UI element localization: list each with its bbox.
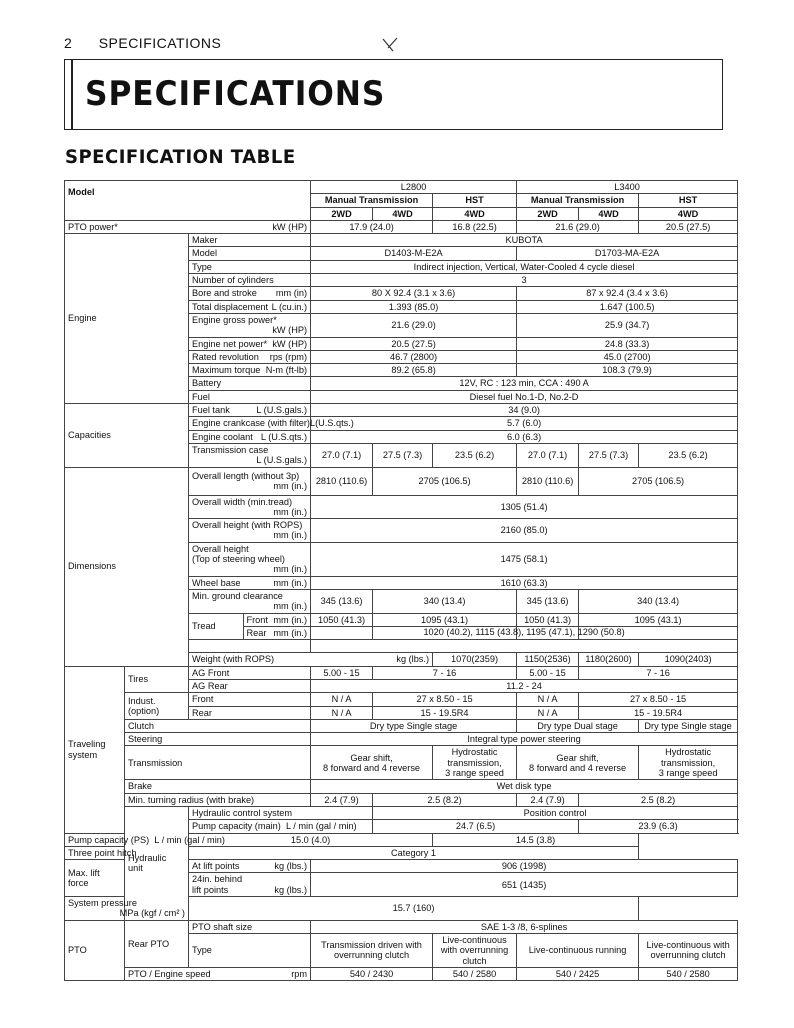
table-row [65, 181, 738, 194]
table-cell: 345 (13.6) [517, 589, 579, 613]
cell-text: (option) [128, 706, 160, 717]
table-cell: 1150(2536) [517, 653, 579, 666]
table-cell: N / A [517, 693, 579, 706]
table-cell: 1090(2403) [639, 653, 738, 666]
table-cell: 27 x 8.50 - 15 [373, 693, 517, 706]
table-cell: 1.393 (85.0) [311, 300, 517, 313]
spec-table [64, 180, 738, 981]
table-cell: 17.9 (24.0) [311, 220, 433, 233]
table-cell [189, 300, 311, 313]
table-cell: 5.00 - 15 [311, 666, 373, 679]
table-cell: 27.5 (7.3) [579, 443, 639, 467]
table-cell [311, 933, 433, 967]
table-cell: 20.5 (27.5) [311, 337, 517, 350]
table-cell: Rear [189, 706, 311, 719]
cell-text: Gear shift, [556, 752, 599, 763]
table-cell [433, 746, 517, 780]
table-cell: Indirect injection, Vertical, Water-Cooled 4 cycle diesel [311, 260, 738, 273]
table-cell: N / A [517, 706, 579, 719]
table-cell: 5.00 - 15 [517, 666, 579, 679]
table-row [65, 666, 738, 679]
table-cell: 45.0 (2700) [517, 350, 738, 363]
cell-text: Wheel base [192, 577, 241, 588]
table-cell [433, 933, 517, 967]
table-cell [65, 833, 225, 846]
table-cell [639, 933, 738, 967]
table-cell: 651 (1435) [311, 873, 738, 897]
table-cell: Steering [125, 733, 311, 746]
table-cell [189, 820, 373, 833]
table-cell: 23.5 (6.2) [639, 443, 738, 467]
table-row [65, 467, 738, 495]
table-cell: 2.4 (7.9) [311, 793, 373, 806]
table-cell: Model [189, 247, 311, 260]
cell-text: 3 range speed [445, 768, 504, 779]
cell-text: mm (in) [275, 288, 308, 299]
cell-text: Front [246, 614, 268, 625]
table-cell [189, 467, 311, 495]
table-cell: 15 - 19.5R4 [579, 706, 738, 719]
cell-text: L (U.S.qts.) [260, 431, 308, 442]
cell-text: Engine net power* [192, 338, 268, 349]
cell-text: Indust. [128, 695, 156, 706]
model-l2800: L2800 [311, 181, 517, 194]
cell-text: Transmission driven with [321, 940, 422, 951]
table-cell [125, 967, 311, 980]
table-cell: 1095 (43.1) [579, 613, 738, 640]
pto-group: PTO [65, 920, 125, 980]
table-cell [189, 495, 311, 519]
cell-text: (Top of steering wheel) [192, 554, 285, 565]
table-row [65, 806, 738, 819]
cell-text: overrunning clutch [650, 950, 726, 961]
table-cell: Tires [125, 666, 189, 693]
table-cell [189, 443, 311, 467]
cell-text: Hydrostatic [665, 747, 712, 758]
cell-text: Hydraulic [128, 852, 167, 863]
table-cell: 1475 (58.1) [311, 542, 738, 576]
cell-text: Weight (with ROPS) [192, 654, 275, 665]
table-cell: Hydraulic control system [189, 806, 373, 819]
table-row [65, 833, 738, 846]
table-cell: 540 / 2425 [517, 967, 639, 980]
cell-text: L / min (gal / min) [285, 821, 357, 832]
cell-text: mm (in.) [273, 564, 308, 575]
cell-text: Total displacement [192, 301, 269, 312]
cell-text: N-m (ft-lb) [265, 365, 308, 376]
table-cell: 27.0 (7.1) [311, 443, 373, 467]
table-cell: 2.4 (7.9) [517, 793, 579, 806]
table-cell: Rear PTO [125, 920, 189, 967]
cell-text: transmission, [661, 757, 716, 768]
cell-text: Hydrostatic [451, 747, 498, 758]
l2800-hst-4wd: 4WD [433, 207, 517, 220]
table-cell: 1020 (40.2), 1115 (43.8), 1195 (47.1), 1290 (50.8) [311, 626, 738, 639]
cell-text: 8 forward and 4 reverse [323, 762, 421, 773]
cell-text: lift points [192, 884, 229, 895]
table-cell [189, 873, 311, 897]
cell-text: Overall width (min.tread) [192, 496, 293, 507]
cell-text: 3 range speed [658, 768, 718, 779]
table-cell: 80 X 92.4 (3.1 x 3.6) [311, 287, 517, 300]
table-row [65, 404, 738, 417]
table-cell [125, 693, 189, 720]
cell-text: mm (in.) [273, 577, 308, 588]
cell-text: Overall height [192, 543, 249, 554]
l3400-hst-4wd: 4WD [639, 207, 738, 220]
model-l3400: L3400 [517, 181, 738, 194]
cell-text: Bore and stroke [192, 288, 257, 299]
model-label: Model [65, 181, 311, 221]
table-row [65, 967, 738, 980]
table-cell [311, 746, 433, 780]
cell-text: kW (HP) [272, 221, 308, 232]
table-cell: 2705 (106.5) [373, 467, 517, 495]
table-subtitle: SPECIFICATION TABLE [65, 146, 296, 168]
cell-text: L (cu.in.) [271, 301, 308, 312]
table-row [65, 693, 738, 706]
table-row [65, 780, 738, 793]
cell-text: Pump capacity (PS) [68, 834, 150, 845]
table-cell [189, 576, 311, 589]
table-cell: 21.6 (29.0) [517, 220, 639, 233]
table-cell: 34 (9.0) [311, 404, 738, 417]
table-cell: Live-continuous running [517, 933, 639, 967]
cell-text: rps (rpm) [269, 351, 308, 362]
cell-text: Min. ground clearance [192, 590, 283, 601]
table-cell [639, 746, 738, 780]
table-cell: 7 - 16 [579, 666, 738, 679]
cell-text: Fuel tank [192, 405, 230, 416]
table-cell: 340 (13.4) [579, 589, 738, 613]
section-name: SPECIFICATIONS [98, 35, 222, 51]
table-cell [189, 519, 311, 543]
cell-text: Overall height (with ROPS) [192, 520, 303, 531]
table-cell: Type [189, 260, 311, 273]
cell-text: kW (HP) [272, 338, 308, 349]
engine-group: Engine [65, 234, 189, 404]
cell-text: Live-continuous [442, 934, 507, 945]
table-cell: 46.7 (2800) [311, 350, 517, 363]
cell-text: PTO / Engine speed [128, 968, 211, 979]
table-cell: 2160 (85.0) [311, 519, 738, 543]
table-cell: 540 / 2430 [311, 967, 433, 980]
dimensions-group: Dimensions [65, 467, 189, 666]
table-cell: Type [189, 933, 311, 967]
table-row [65, 897, 738, 921]
cell-text: system [68, 749, 98, 760]
cell-text: Live-continuous with [646, 940, 730, 951]
table-cell: 2.5 (8.2) [373, 793, 517, 806]
table-cell: 2810 (110.6) [517, 467, 579, 495]
table-row [65, 793, 738, 806]
table-cell: 27 x 8.50 - 15 [579, 693, 738, 706]
table-cell [65, 897, 189, 921]
table-cell: 5.7 (6.0) [311, 417, 738, 430]
cell-text: mm (in.) [273, 614, 308, 625]
cell-text: kg (lbs.) [274, 884, 308, 895]
cell-text: Transmission case [192, 444, 269, 455]
table-cell: 540 / 2580 [433, 967, 517, 980]
cell-text: Gear shift, [350, 752, 393, 763]
cell-text: unit [128, 863, 143, 874]
table-cell [189, 640, 311, 653]
table-row [65, 746, 738, 780]
table-cell: Dry type Dual stage [517, 719, 639, 732]
table-cell: Dry type Single stage [311, 719, 517, 732]
traveling-group [65, 666, 125, 833]
table-cell: 20.5 (27.5) [639, 220, 738, 233]
table-cell: 1610 (63.3) [311, 576, 738, 589]
table-row [65, 234, 738, 247]
table-cell: 24.7 (6.5) [373, 820, 579, 833]
cell-text: transmission, [447, 757, 502, 768]
capacities-group: Capacities [65, 404, 189, 467]
table-cell: Integral type power steering [311, 733, 738, 746]
table-cell: Wet disk type [311, 780, 738, 793]
table-cell: 21.6 (29.0) [311, 313, 517, 337]
cell-text: MPa (kgf / cm² ) [119, 908, 185, 919]
cell-text: Engine crankcase (with filter) [192, 418, 310, 429]
table-cell: Maker [189, 234, 311, 247]
table-cell: D1403-M-E2A [311, 247, 517, 260]
cell-text: Engine gross power* [192, 314, 277, 325]
table-cell: 15.7 (160) [189, 897, 639, 921]
table-cell: Front [189, 693, 311, 706]
cell-text: Max. lift [68, 867, 100, 878]
table-cell: 12V, RC : 123 min, CCA : 490 A [311, 377, 738, 390]
table-cell: 1095 (43.1) [373, 613, 517, 640]
table-cell: Three point hitch [65, 846, 189, 859]
page-header [64, 35, 221, 51]
table-cell: 87 x 92.4 (3.4 x 3.6) [517, 287, 738, 300]
table-cell: Clutch [125, 719, 311, 732]
table-cell [189, 860, 311, 873]
table-row [65, 920, 738, 933]
table-cell: 7 - 16 [373, 666, 517, 679]
cell-text: Overall length (without 3p) [192, 470, 300, 481]
table-cell: 2.5 (8.2) [579, 793, 738, 806]
cell-text: force [68, 878, 89, 889]
table-cell [243, 614, 310, 627]
cell-text: kg (lbs.) [396, 654, 430, 665]
table-cell [189, 337, 311, 350]
table-cell [189, 417, 354, 430]
cell-text: mm (in.) [273, 481, 308, 492]
table-cell: 1305 (51.4) [311, 495, 738, 519]
table-cell: 345 (13.6) [311, 589, 373, 613]
table-cell [189, 430, 311, 443]
table-cell: 27.5 (7.3) [373, 443, 433, 467]
table-cell: Number of cylinders [189, 274, 311, 287]
table-cell: 11.2 - 24 [311, 679, 738, 692]
table-cell [189, 589, 311, 613]
table-cell: N / A [311, 706, 373, 719]
table-cell: 108.3 (79.9) [517, 364, 738, 377]
cell-text: Rated revolution [192, 351, 259, 362]
table-cell: 15.0 (4.0) [189, 833, 433, 846]
cell-text: mm (in.) [273, 601, 308, 612]
l2800-2wd: 2WD [311, 207, 373, 220]
cell-text: overrunning clutch [333, 950, 410, 961]
table-cell: 2810 (110.6) [311, 467, 373, 495]
cell-text: with overrunning [440, 945, 509, 956]
l2800-manual: Manual Transmission [311, 194, 433, 207]
table-cell: 25.9 (34.7) [517, 313, 738, 337]
table-cell: 23.5 (6.2) [433, 443, 517, 467]
table-row [65, 220, 738, 233]
l2800-4wd: 4WD [373, 207, 433, 220]
table-cell [65, 860, 125, 897]
cell-text: L (U.S.gals.) [256, 455, 308, 466]
cell-text: clutch [462, 955, 487, 966]
table-row [65, 733, 738, 746]
cell-text: kW (HP) [272, 325, 308, 336]
table-cell: AG Front [189, 666, 311, 679]
table-cell [189, 350, 311, 363]
table-cell: 1050 (41.3) [517, 613, 579, 640]
table-cell: 540 / 2580 [639, 967, 738, 980]
table-cell: Dry type Single stage [639, 719, 738, 732]
table-cell: 14.5 (3.8) [433, 833, 639, 846]
cell-text: Maximum torque [192, 365, 261, 376]
cell-text: rpm [291, 968, 308, 979]
table-cell [189, 313, 311, 337]
cell-text: L / min (gal / min) [154, 834, 225, 845]
table-cell [189, 613, 311, 640]
table-cell [243, 626, 310, 639]
l3400-manual: Manual Transmission [517, 194, 639, 207]
table-cell [517, 746, 639, 780]
page-number: 2 [64, 35, 73, 51]
table-cell: 15 - 19.5R4 [373, 706, 517, 719]
table-cell: 89.2 (65.8) [311, 364, 517, 377]
table-cell [189, 653, 433, 666]
table-cell: Diesel fuel No.1-D, No.2-D [311, 390, 738, 403]
table-cell [189, 364, 311, 377]
cell-text: mm (in.) [273, 530, 308, 541]
table-cell: 1180(2600) [579, 653, 639, 666]
table-cell: 24.8 (33.3) [517, 337, 738, 350]
table-cell: 906 (1998) [311, 860, 738, 873]
cell-text: Rear [246, 627, 267, 638]
cell-text: 24in. behind [192, 874, 243, 885]
table-cell: 1050 (41.3) [311, 613, 373, 640]
table-cell: 340 (13.4) [373, 589, 517, 613]
table-cell: 23.9 (6.3) [579, 820, 738, 833]
table-cell: 3 [311, 274, 738, 287]
table-cell: 1.647 (100.5) [517, 300, 738, 313]
table-cell: 27.0 (7.1) [517, 443, 579, 467]
table-cell [189, 287, 311, 300]
table-cell: Position control [373, 806, 738, 819]
check-mark-icon [381, 36, 399, 54]
table-cell [65, 220, 311, 233]
table-row [65, 719, 738, 732]
table-cell: 16.8 (22.5) [433, 220, 517, 233]
title-box [64, 59, 723, 130]
table-cell: Transmission [125, 746, 311, 780]
table-cell: SAE 1-3 /8, 6-splines [311, 920, 738, 933]
table-cell: Min. turning radius (with brake) [125, 793, 311, 806]
cell-text: mm (in.) [273, 627, 308, 638]
cell-text: mm (in.) [273, 506, 308, 517]
table-cell: N / A [311, 693, 373, 706]
page-title: SPECIFICATIONS [85, 74, 386, 114]
table-cell [189, 542, 311, 576]
l3400-2wd: 2WD [517, 207, 579, 220]
table-cell: Fuel [189, 390, 311, 403]
table-cell: 6.0 (6.3) [311, 430, 738, 443]
table-cell: KUBOTA [311, 234, 738, 247]
table-cell: D1703-MA-E2A [517, 247, 738, 260]
cell-text: L(U.S.qts.) [309, 418, 354, 429]
cell-text: L (U.S.gals.) [256, 405, 308, 416]
cell-text: 8 forward and 4 reverse [529, 762, 627, 773]
l3400-hst: HST [639, 194, 738, 207]
cell-text: kg (lbs.) [274, 861, 308, 872]
cell-text: PTO power* [68, 221, 118, 232]
table-cell: Tread [189, 614, 243, 640]
table-cell: Brake [125, 780, 311, 793]
cell-text: Engine coolant [192, 431, 253, 442]
table-cell: Battery [189, 377, 311, 390]
table-cell: PTO shaft size [189, 920, 311, 933]
table-cell [189, 404, 311, 417]
l3400-4wd: 4WD [579, 207, 639, 220]
cell-text: System pressure [68, 898, 137, 909]
cell-text: Pump capacity (main) [192, 821, 281, 832]
table-cell: Category 1 [189, 846, 639, 859]
table-cell: AG Rear [189, 679, 311, 692]
cell-text: Traveling [68, 739, 106, 750]
table-cell: 1070(2359) [433, 653, 517, 666]
cell-text: At lift points [192, 861, 240, 872]
table-cell: 2705 (106.5) [579, 467, 738, 495]
l2800-hst: HST [433, 194, 517, 207]
